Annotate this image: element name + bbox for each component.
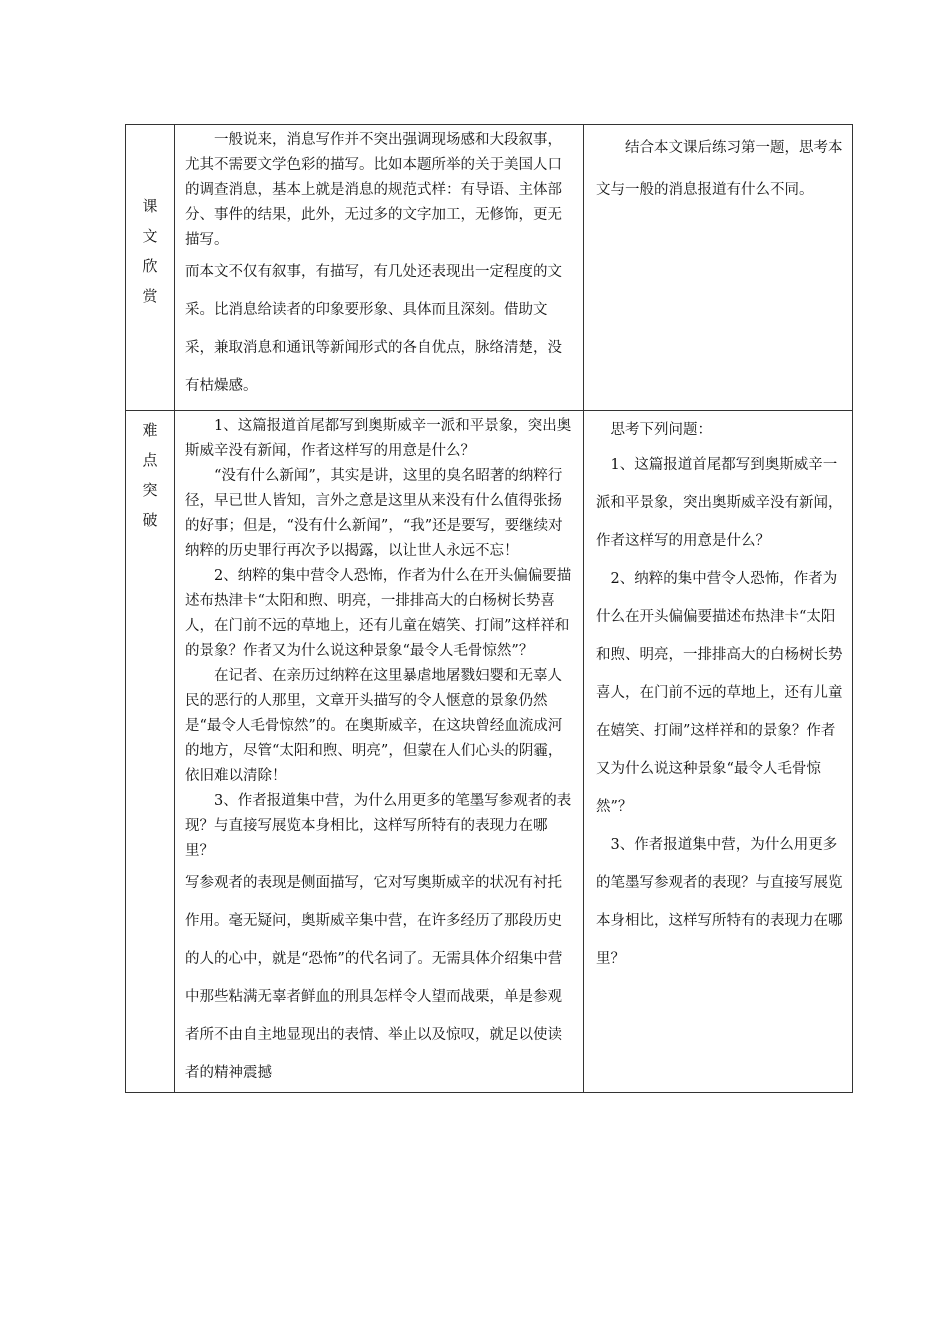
- label-char: 课: [142, 197, 158, 215]
- content-paragraph: 2、纳粹的集中营令人恐怖，作者为什么在开头偏偏要描述布热津卡“太阳和煦、明亮，一排排高大的白杨树长势喜人，在门前不远的草地上，还有儿童在嬉笑、打闹”这样祥和的景象？作者又为什么说这种景象“最令人毛骨惊然”？: [185, 568, 572, 659]
- guidance-paragraph: 2、纳粹的集中营令人恐怖，作者为什么在开头偏偏要描述布热津卡“太阳和煦、明亮，一排排高大的白杨树长势喜人，在门前不远的草地上，还有儿童在嬉笑、打闹”这样祥和的景象？作者又为什么说这种景象“最令人毛骨惊然”？: [596, 571, 843, 815]
- content-paragraph: 3、作者报道集中营，为什么用更多的笔墨写参观者的表现？与直接写展览本身相比，这样写所特有的表现力在哪里？: [185, 793, 572, 859]
- content-cell: [175, 411, 584, 1093]
- guidance-paragraph: 3、作者报道集中营，为什么用更多的笔墨写参观者的表现？与直接写展览本身相比，这样写所特有的表现力在哪里？: [596, 837, 843, 967]
- row-difficulty-breakthrough: [126, 411, 853, 1093]
- label-char: 难: [142, 421, 158, 439]
- guidance-paragraph: 思考下列问题：: [610, 422, 712, 438]
- row-label: [126, 125, 174, 311]
- label-char: 欣: [142, 257, 158, 275]
- label-char: 破: [142, 511, 158, 529]
- content-paragraph: 写参观者的表现是侧面描写，它对写奥斯威辛的状况有衬托作用。毫无疑问，奥斯威辛集中营，在许多经历了那段历史的人的心中，就是“恐怖”的代名词了。无需具体介绍集中营中那些粘满无辜者鲜血的刑具怎样令人望而战栗，单是参观者所不由自主地显现出的表情、举止以及惊叹，就足以使读者的精神震撼: [185, 875, 563, 1081]
- content-paragraph: 而本文不仅有叙事，有描写，有几处还表现出一定程度的文采。比消息给读者的印象要形象、具体而且深刻。借助文采，兼取消息和通讯等新闻形式的各自优点，脉络清楚，没有枯燥感。: [185, 264, 562, 394]
- content-paragraph: “没有什么新闻”，其实是讲，这里的臭名昭著的纳粹行径，早已世人皆知，言外之意是这里从来没有什么值得张扬的好事；但是，“没有什么新闻”，“我”还是要写，要继续对纳粹的历史罪行再次予以揭露，以让世人永远不忘！: [185, 468, 563, 559]
- row-label-cell: [126, 411, 175, 1093]
- guidance-cell: [584, 411, 853, 1093]
- guidance-paragraph: 结合本文课后练习第一题，思考本文与一般的消息报道有什么不同。: [596, 140, 843, 198]
- content-paragraph: 1、这篇报道首尾都写到奥斯威辛一派和平景象，突出奥斯威辛没有新闻，作者这样写的用意是什么？: [185, 418, 572, 459]
- content-paragraph: 一般说来，消息写作并不突出强调现场感和大段叙事，尤其不需要文学色彩的描写。比如本题所举的关于美国人口的调查消息，基本上就是消息的规范式样：有导语、主体部分、事件的结果，此外，无过多的文字加工，无修饰，更无描写。: [185, 132, 562, 248]
- row-text-appreciation: [126, 125, 853, 411]
- lesson-table: [125, 124, 853, 1093]
- label-char: 点: [142, 451, 158, 469]
- label-char: 赏: [142, 287, 158, 305]
- row-label: [126, 411, 174, 535]
- guidance-cell: [584, 125, 853, 411]
- row-label-cell: [126, 125, 175, 411]
- content-cell: [175, 125, 584, 411]
- content-paragraph: 在记者、在亲历过纳粹在这里暴虐地屠戮妇婴和无辜人民的恶行的人那里，文章开头描写的令人惬意的景象仍然是“最令人毛骨惊然”的。在奥斯威辛，在这块曾经血流成河的地方，尽管“太阳和煦、明亮”，但蒙在人们心头的阴霾，依旧难以清除！: [185, 668, 563, 784]
- label-char: 突: [142, 481, 158, 499]
- guidance-paragraph: 1、这篇报道首尾都写到奥斯威辛一派和平景象，突出奥斯威辛没有新闻，作者这样写的用意是什么？: [596, 457, 843, 549]
- label-char: 文: [142, 227, 158, 245]
